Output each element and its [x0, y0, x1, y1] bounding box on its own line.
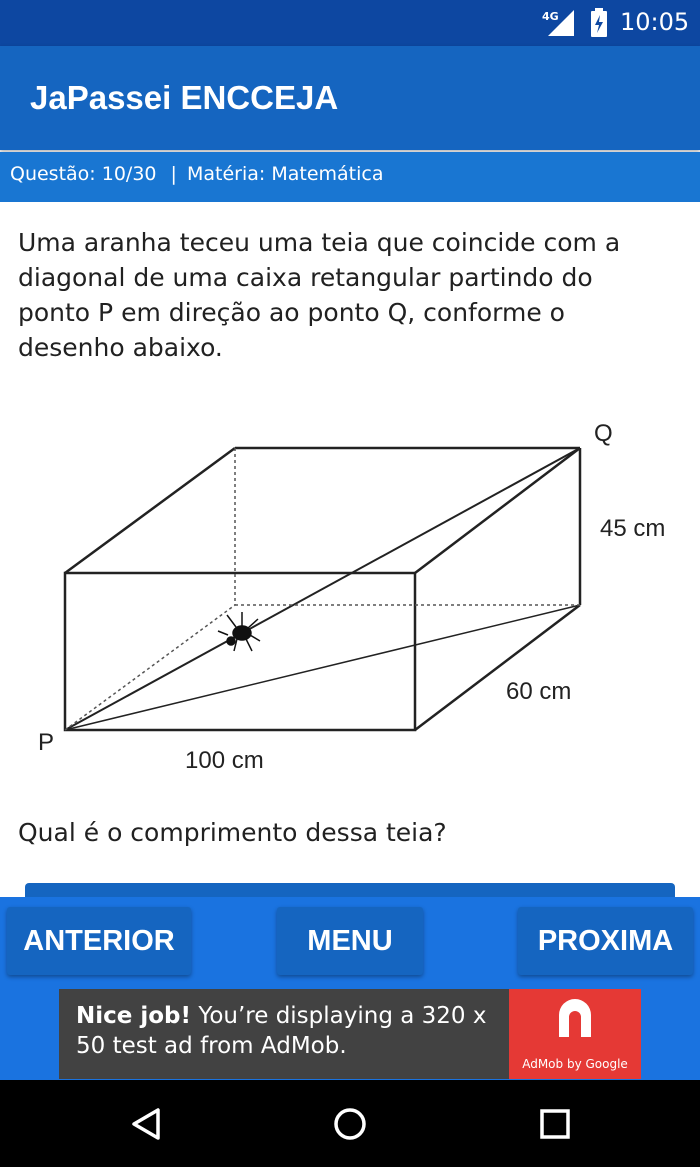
- battery-charging-icon: [590, 8, 608, 42]
- subject-label: Matéria: Matemática: [187, 163, 384, 185]
- back-icon[interactable]: [128, 1106, 164, 1146]
- admob-icon: [509, 989, 641, 1049]
- previous-button[interactable]: ANTERIOR: [7, 907, 191, 975]
- ad-headline: Nice job!: [76, 1003, 192, 1029]
- label-width: 100 cm: [185, 747, 264, 774]
- question-info-bar: [0, 152, 700, 202]
- spider-icon: [218, 612, 260, 651]
- recents-icon[interactable]: [537, 1106, 573, 1146]
- ad-text: [59, 989, 509, 1079]
- clock: 10:05: [620, 8, 690, 36]
- menu-button[interactable]: MENU: [277, 907, 423, 975]
- navigation-bar: [0, 897, 700, 1080]
- label-depth: 60 cm: [506, 678, 572, 705]
- system-navigation-bar: [0, 1080, 700, 1167]
- box-diagram: [20, 405, 690, 790]
- question-counter: Questão: 10/30: [10, 163, 157, 185]
- info-separator: |: [170, 163, 177, 185]
- next-button[interactable]: PROXIMA: [518, 907, 693, 975]
- ad-brand: AdMob by Google: [522, 1057, 628, 1071]
- label-height: 45 cm: [600, 515, 666, 542]
- app-title: JaPassei ENCCEJA: [30, 79, 339, 116]
- question-text: Uma aranha teceu uma teia que coincide com a diagonal de uma caixa retangular partindo do ponto P em direção ao ponto Q, conforme o desenho abaixo.: [18, 228, 621, 362]
- network-type: 4G: [542, 10, 559, 23]
- signal-icon: [540, 8, 576, 42]
- question-prompt: Qual é o comprimento dessa teia?: [18, 818, 447, 847]
- status-bar: [0, 0, 700, 46]
- admob-logo: [509, 989, 641, 1079]
- label-q: Q: [594, 420, 613, 447]
- ad-banner[interactable]: [59, 989, 641, 1079]
- home-icon[interactable]: [332, 1106, 368, 1146]
- ad-body: You’re displaying a 320 x 50 test ad from AdMob.: [76, 1003, 487, 1059]
- app-bar: [0, 46, 700, 150]
- label-p: P: [38, 729, 55, 756]
- answer-option[interactable]: [25, 883, 675, 897]
